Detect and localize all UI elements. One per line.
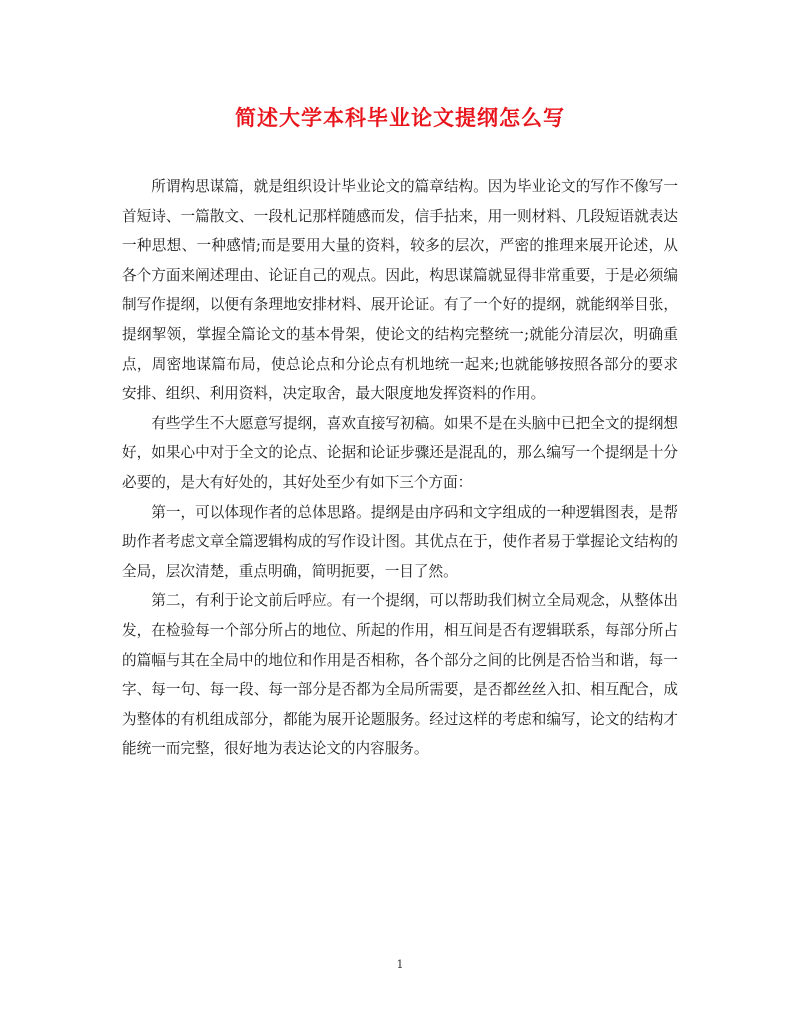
document-title: 简述大学本科毕业论文提纲怎么写 [235,105,565,130]
paragraph-1: 所谓构思谋篇，就是组织设计毕业论文的篇章结构。因为毕业论文的写作不像写一首短诗、一篇散文、一段札记那样随感而发，信手拈来，用一则材料、几段短语就表达一种思想、一种感情;而是要用大量的资料，较多的层次，严密的推理来展开论述，从各个方面来阐述理由、论证自己的观点。因此，构思谋篇就显得非常重要，于是必须编制写作提纲，以便有条理地安排材料、展开论证。有了一个好的提纲，就能纲举目张，提纲挈领，掌握全篇论文的基本骨架，使论文的结构完整统一;就能分清层次，明确重点，周密地谋篇布局，使总论点和分论点有机地统一起来;也就能够按照各部分的要求安排、组织、利用资料，决定取舍，最大限度地发挥资料的作用。 [122,178,678,403]
paragraph-2: 有些学生不大愿意写提纲，喜欢直接写初稿。如果不是在头脑中已把全文的提纲想好，如果心中对于全文的论点、论据和论证步骤还是混乱的，那么编写一个提纲是十分必要的，是大有好处的，其好处至少有如下三个方面： [122,414,678,491]
paragraph-4: 第二，有利于论文前后呼应。有一个提纲，可以帮助我们树立全局观念，从整体出发，在检验每一个部分所占的地位、所起的作用，相互间是否有逻辑联系，每部分所占的篇幅与其在全局中的地位和作用是否相称，各个部分之间的比例是否恰当和谐，每一字、每一句、每一段、每一部分是否都为全局所需要，是否都丝丝入扣、相互配合，成为整体的有机组成部分，都能为展开论题服务。经过这样的考虑和编写，论文的结构才能统一而完整，很好地为表达论文的内容服务。 [122,592,678,758]
document-body [122,172,678,764]
page-number: 1 [396,958,404,971]
paragraph-3: 第一，可以体现作者的总体思路。提纲是由序码和文字组成的一种逻辑图表，是帮助作者考虑文章全篇逻辑构成的写作设计图。其优点在于，使作者易于掌握论文结构的全局，层次清楚，重点明确，简明扼要，一目了然。 [122,503,678,580]
